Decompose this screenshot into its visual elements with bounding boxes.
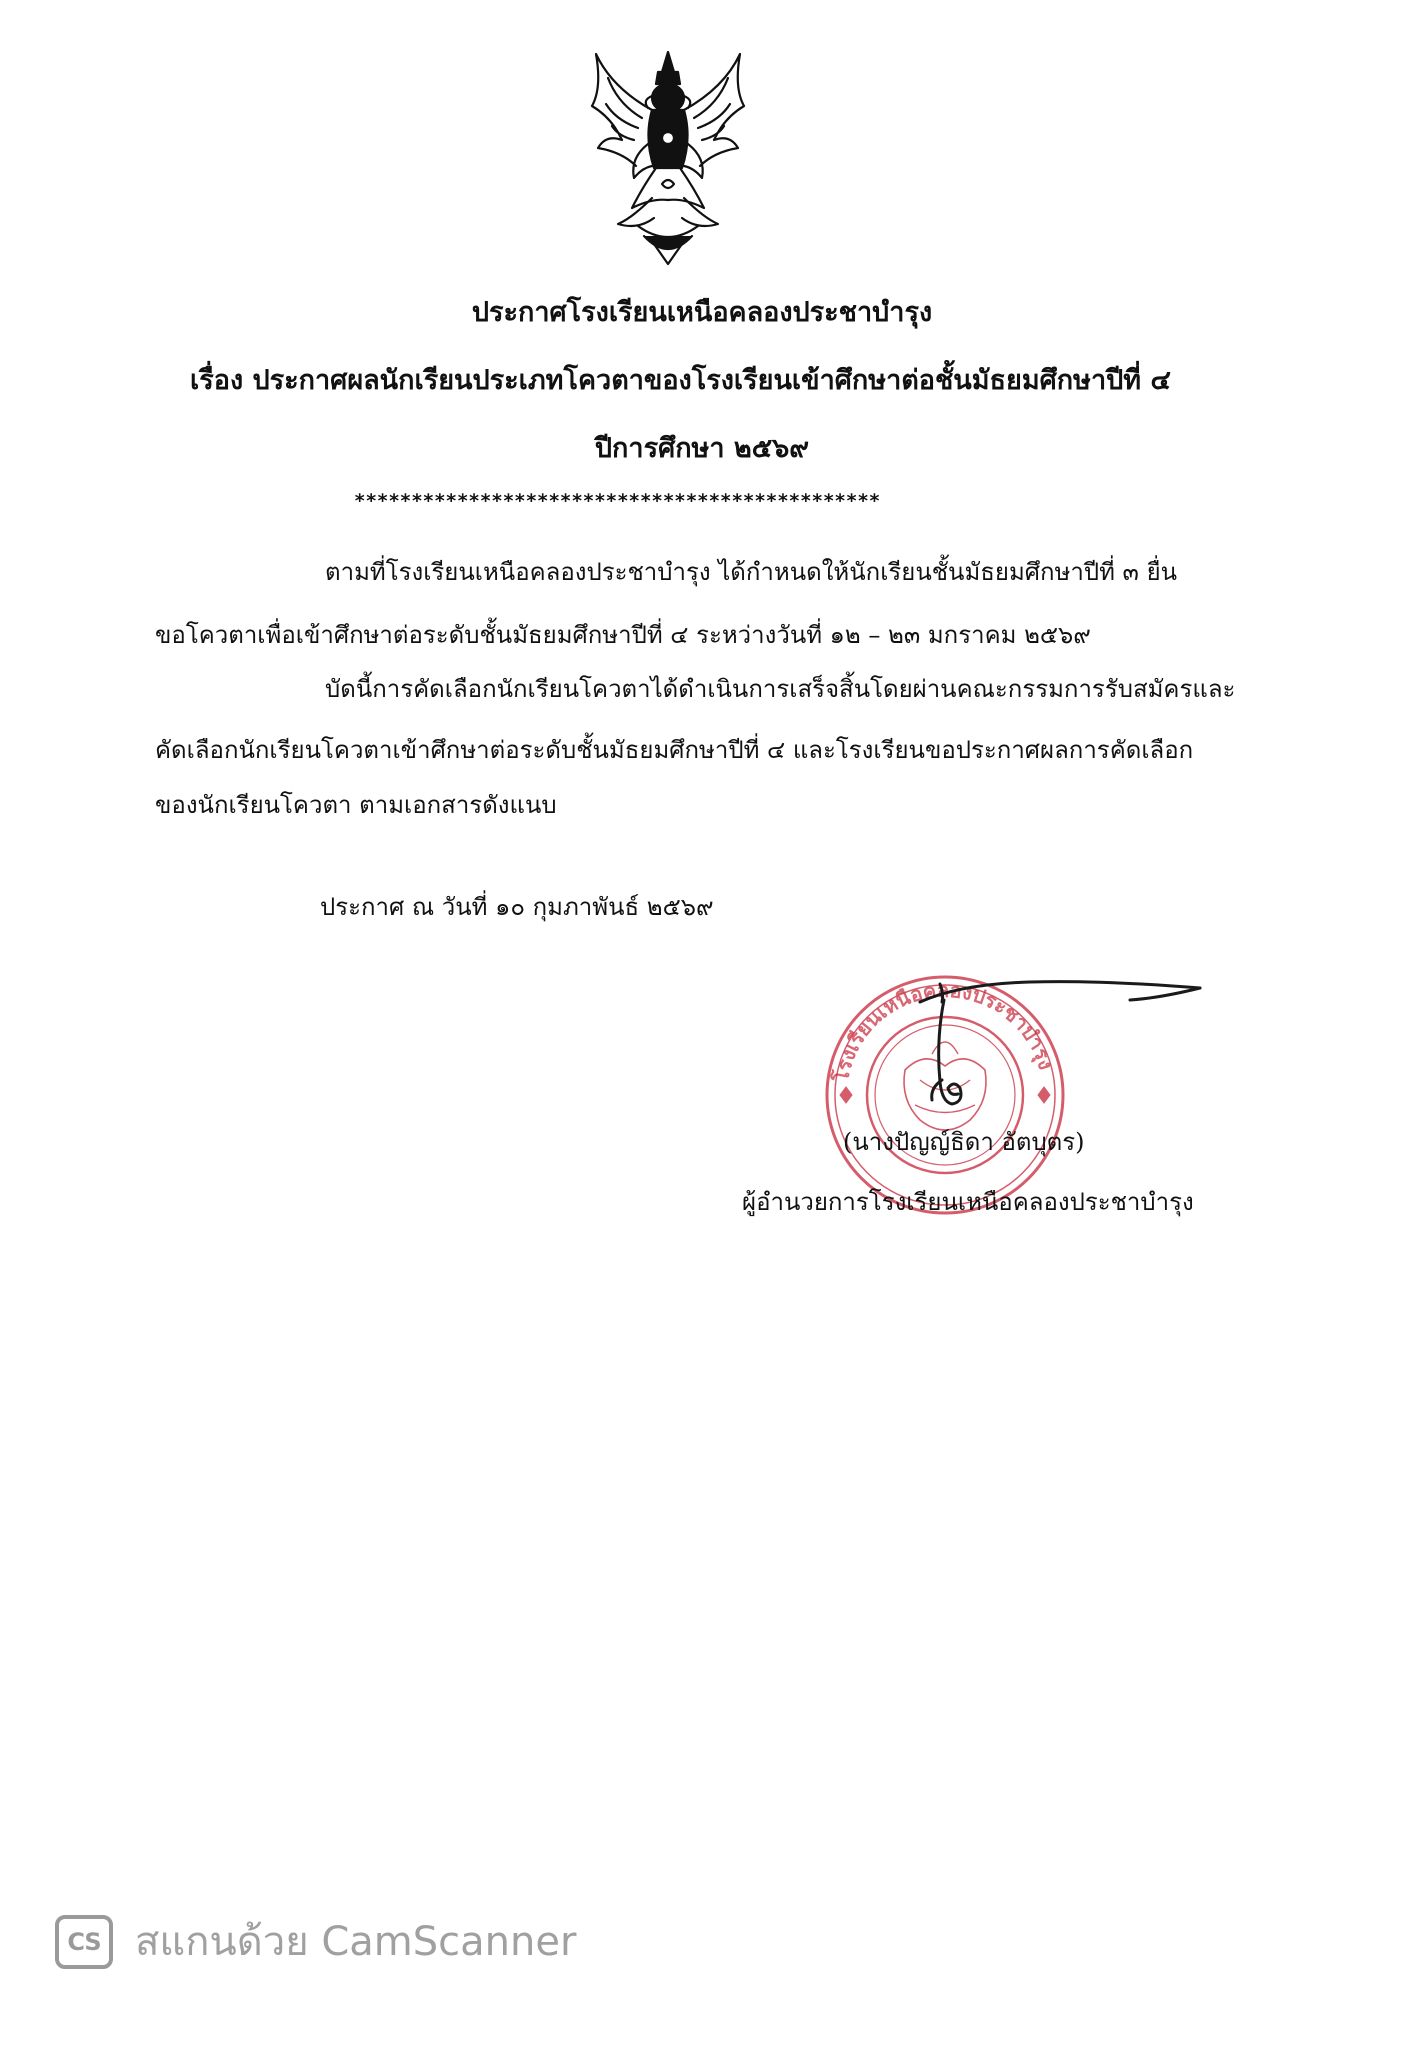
signer-name: (นางปัญญ์ธิดา อัตบุตร) (843, 1128, 1085, 1156)
announcement-date: ประกาศ ณ วันที่ ๑๐ กุมภาพันธ์ ๒๕๖๙ (320, 893, 714, 921)
separator-line: ********************************************** (354, 490, 881, 512)
paragraph-1-line-1: ตามที่โรงเรียนเหนือคลองประชาบำรุง ได้กำหนดให้นักเรียนชั้นมัธยมศึกษาปีที่ ๓ ยื่น (325, 558, 1178, 586)
announcement-subject: เรื่อง ประกาศผลนักเรียนประเภทโควตาของโรงเรียนเข้าศึกษาต่อชั้นมัธยมศึกษาปีที่ ๔ (190, 365, 1171, 396)
paragraph-2-line-1: บัดนี้การคัดเลือกนักเรียนโควตาได้ดำเนินการเสร็จสิ้นโดยผ่านคณะกรรมการรับสมัครและ (325, 675, 1236, 703)
signer-title: ผู้อำนวยการโรงเรียนเหนือคลองประชาบำรุง (742, 1188, 1194, 1216)
announcement-title: ประกาศโรงเรียนเหนือคลองประชาบำรุง (471, 297, 933, 328)
signature-icon (900, 970, 1220, 1130)
camscanner-text: สแกนด้วย CamScanner (135, 1919, 577, 1965)
camscanner-watermark (55, 1910, 576, 1974)
paragraph-2-line-3: ของนักเรียนโควตา ตามเอกสารดังแนบ (155, 791, 557, 819)
paragraph-2-line-2: คัดเลือกนักเรียนโควตาเข้าศึกษาต่อระดับชั้นมัธยมศึกษาปีที่ ๔ และโรงเรียนขอประกาศผลการคัดเลือก (155, 736, 1194, 764)
camscanner-logo-icon: CS (55, 1915, 113, 1969)
svg-text:โรงเรียนเหนือคลองประชาบำรุง: โรงเรียนเหนือคลองประชาบำรุง (828, 977, 1059, 1084)
paragraph-1-line-2: ขอโควตาเพื่อเข้าศึกษาต่อระดับชั้นมัธยมศึกษาปีที่ ๔ ระหว่างวันที่ ๑๒ – ๒๓ มกราคม ๒๕๖๙ (155, 621, 1091, 649)
garuda-emblem-icon (582, 48, 754, 268)
academic-year: ปีการศึกษา ๒๕๖๙ (594, 433, 810, 464)
